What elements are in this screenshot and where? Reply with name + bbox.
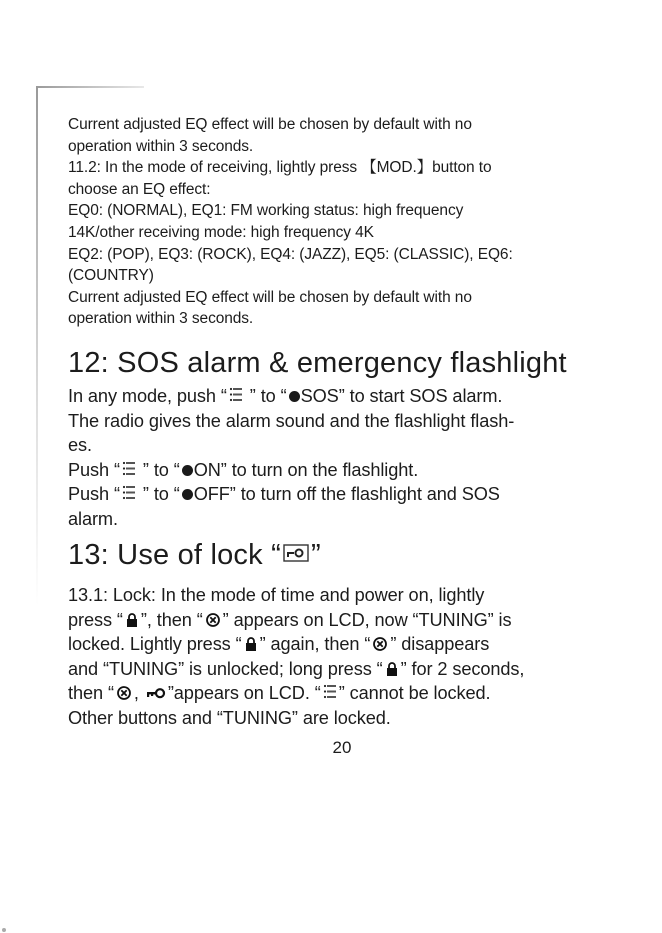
paragraph-line: Current adjusted EQ effect will be chosen by default with no bbox=[68, 288, 472, 306]
paragraph-line: operation within 3 seconds. bbox=[68, 137, 254, 155]
scan-edge-top bbox=[36, 86, 144, 88]
text-run: and “TUNING” is unlocked; long press “ bbox=[68, 658, 383, 679]
paragraph-line bbox=[68, 384, 628, 409]
sos-switch-icon bbox=[323, 683, 337, 700]
text-run: Push “ bbox=[68, 484, 120, 505]
text-run: locked. Lightly press “ bbox=[68, 634, 242, 655]
circle-x-icon bbox=[117, 686, 131, 700]
text-run: press “ bbox=[68, 609, 123, 630]
text-run: ” appears on LCD, now “TUNING” is bbox=[222, 609, 512, 630]
section-13-heading bbox=[68, 538, 321, 572]
text-run: ” cannot be locked. bbox=[338, 683, 491, 704]
text-run: ” again, then “ bbox=[259, 634, 371, 655]
section-13-body bbox=[68, 583, 628, 731]
paragraph-line bbox=[68, 681, 628, 706]
paragraph-line: alarm. bbox=[68, 508, 118, 529]
text-run: ” for 2 seconds, bbox=[400, 658, 525, 679]
paragraph-line bbox=[68, 632, 628, 657]
text-run: Push “ bbox=[68, 459, 120, 480]
text-run: then “ bbox=[68, 683, 114, 704]
sos-switch-icon bbox=[229, 386, 243, 403]
key-icon bbox=[283, 544, 309, 562]
text-run: ”, then “ bbox=[140, 609, 203, 630]
sos-switch-icon bbox=[122, 484, 136, 501]
text-run: ON” to turn on the flashlight. bbox=[193, 459, 419, 480]
sos-switch-icon bbox=[122, 460, 136, 477]
paragraph-line: Current adjusted EQ effect will be chosen by default with no bbox=[68, 116, 472, 133]
text-run: ” bbox=[310, 539, 321, 571]
text-run: , bbox=[133, 683, 144, 704]
section-12-heading: 12: SOS alarm & emergency flashlight bbox=[68, 347, 567, 379]
paragraph-line: EQ2: (POP), EQ3: (ROCK), EQ4: (JAZZ), EQ5: (CLASSIC), EQ6: bbox=[68, 245, 513, 263]
text-run: ” to “ bbox=[137, 459, 180, 480]
text-run: ” to “ bbox=[244, 386, 287, 406]
paragraph-line: 14K/other receiving mode: high frequency 4K bbox=[68, 223, 374, 241]
text-run: ”appears on LCD. “ bbox=[167, 683, 321, 704]
paragraph-line: 13.1: Lock: In the mode of time and power on, lightly bbox=[68, 585, 485, 605]
paragraph-line bbox=[68, 657, 628, 682]
lock-icon bbox=[386, 662, 398, 676]
paragraph-line: 11.2: In the mode of receiving, lightly press 【MOD.】button to bbox=[68, 159, 492, 177]
text-run: ” disappears bbox=[390, 634, 490, 655]
section-12-body bbox=[68, 384, 628, 532]
paragraph-line: (COUNTRY) bbox=[68, 267, 154, 285]
lock-icon bbox=[245, 637, 257, 651]
circle-x-icon bbox=[206, 613, 220, 627]
paragraph-line bbox=[68, 608, 628, 633]
scan-speck bbox=[2, 928, 6, 932]
paragraph-line: choose an EQ effect: bbox=[68, 180, 211, 198]
paragraph-line: Other buttons and “TUNING” are locked. bbox=[68, 707, 391, 728]
page-number: 20 bbox=[332, 738, 352, 757]
key-icon bbox=[146, 687, 166, 699]
paragraph-line: operation within 3 seconds. bbox=[68, 310, 254, 328]
lock-icon bbox=[126, 613, 138, 627]
scan-edge-left bbox=[36, 86, 38, 606]
paragraph-line bbox=[68, 458, 628, 483]
eq-section-text bbox=[68, 114, 628, 330]
filled-dot-icon bbox=[182, 489, 193, 500]
text-run: ” to “ bbox=[137, 484, 180, 505]
paragraph-line: es. bbox=[68, 435, 92, 456]
text-run: OFF” to turn off the flashlight and SOS bbox=[193, 484, 500, 505]
filled-dot-icon bbox=[289, 391, 300, 402]
text-run: In any mode, push “ bbox=[68, 386, 227, 406]
paragraph-line: EQ0: (NORMAL), EQ1: FM working status: high frequency bbox=[68, 202, 464, 220]
paragraph-line bbox=[68, 482, 628, 507]
text-run: 13: Use of lock “ bbox=[68, 539, 281, 571]
filled-dot-icon bbox=[182, 465, 193, 476]
text-run: SOS” to start SOS alarm. bbox=[300, 386, 503, 406]
paragraph-line: The radio gives the alarm sound and the flashlight flash- bbox=[68, 410, 515, 431]
circle-x-icon bbox=[373, 637, 387, 651]
